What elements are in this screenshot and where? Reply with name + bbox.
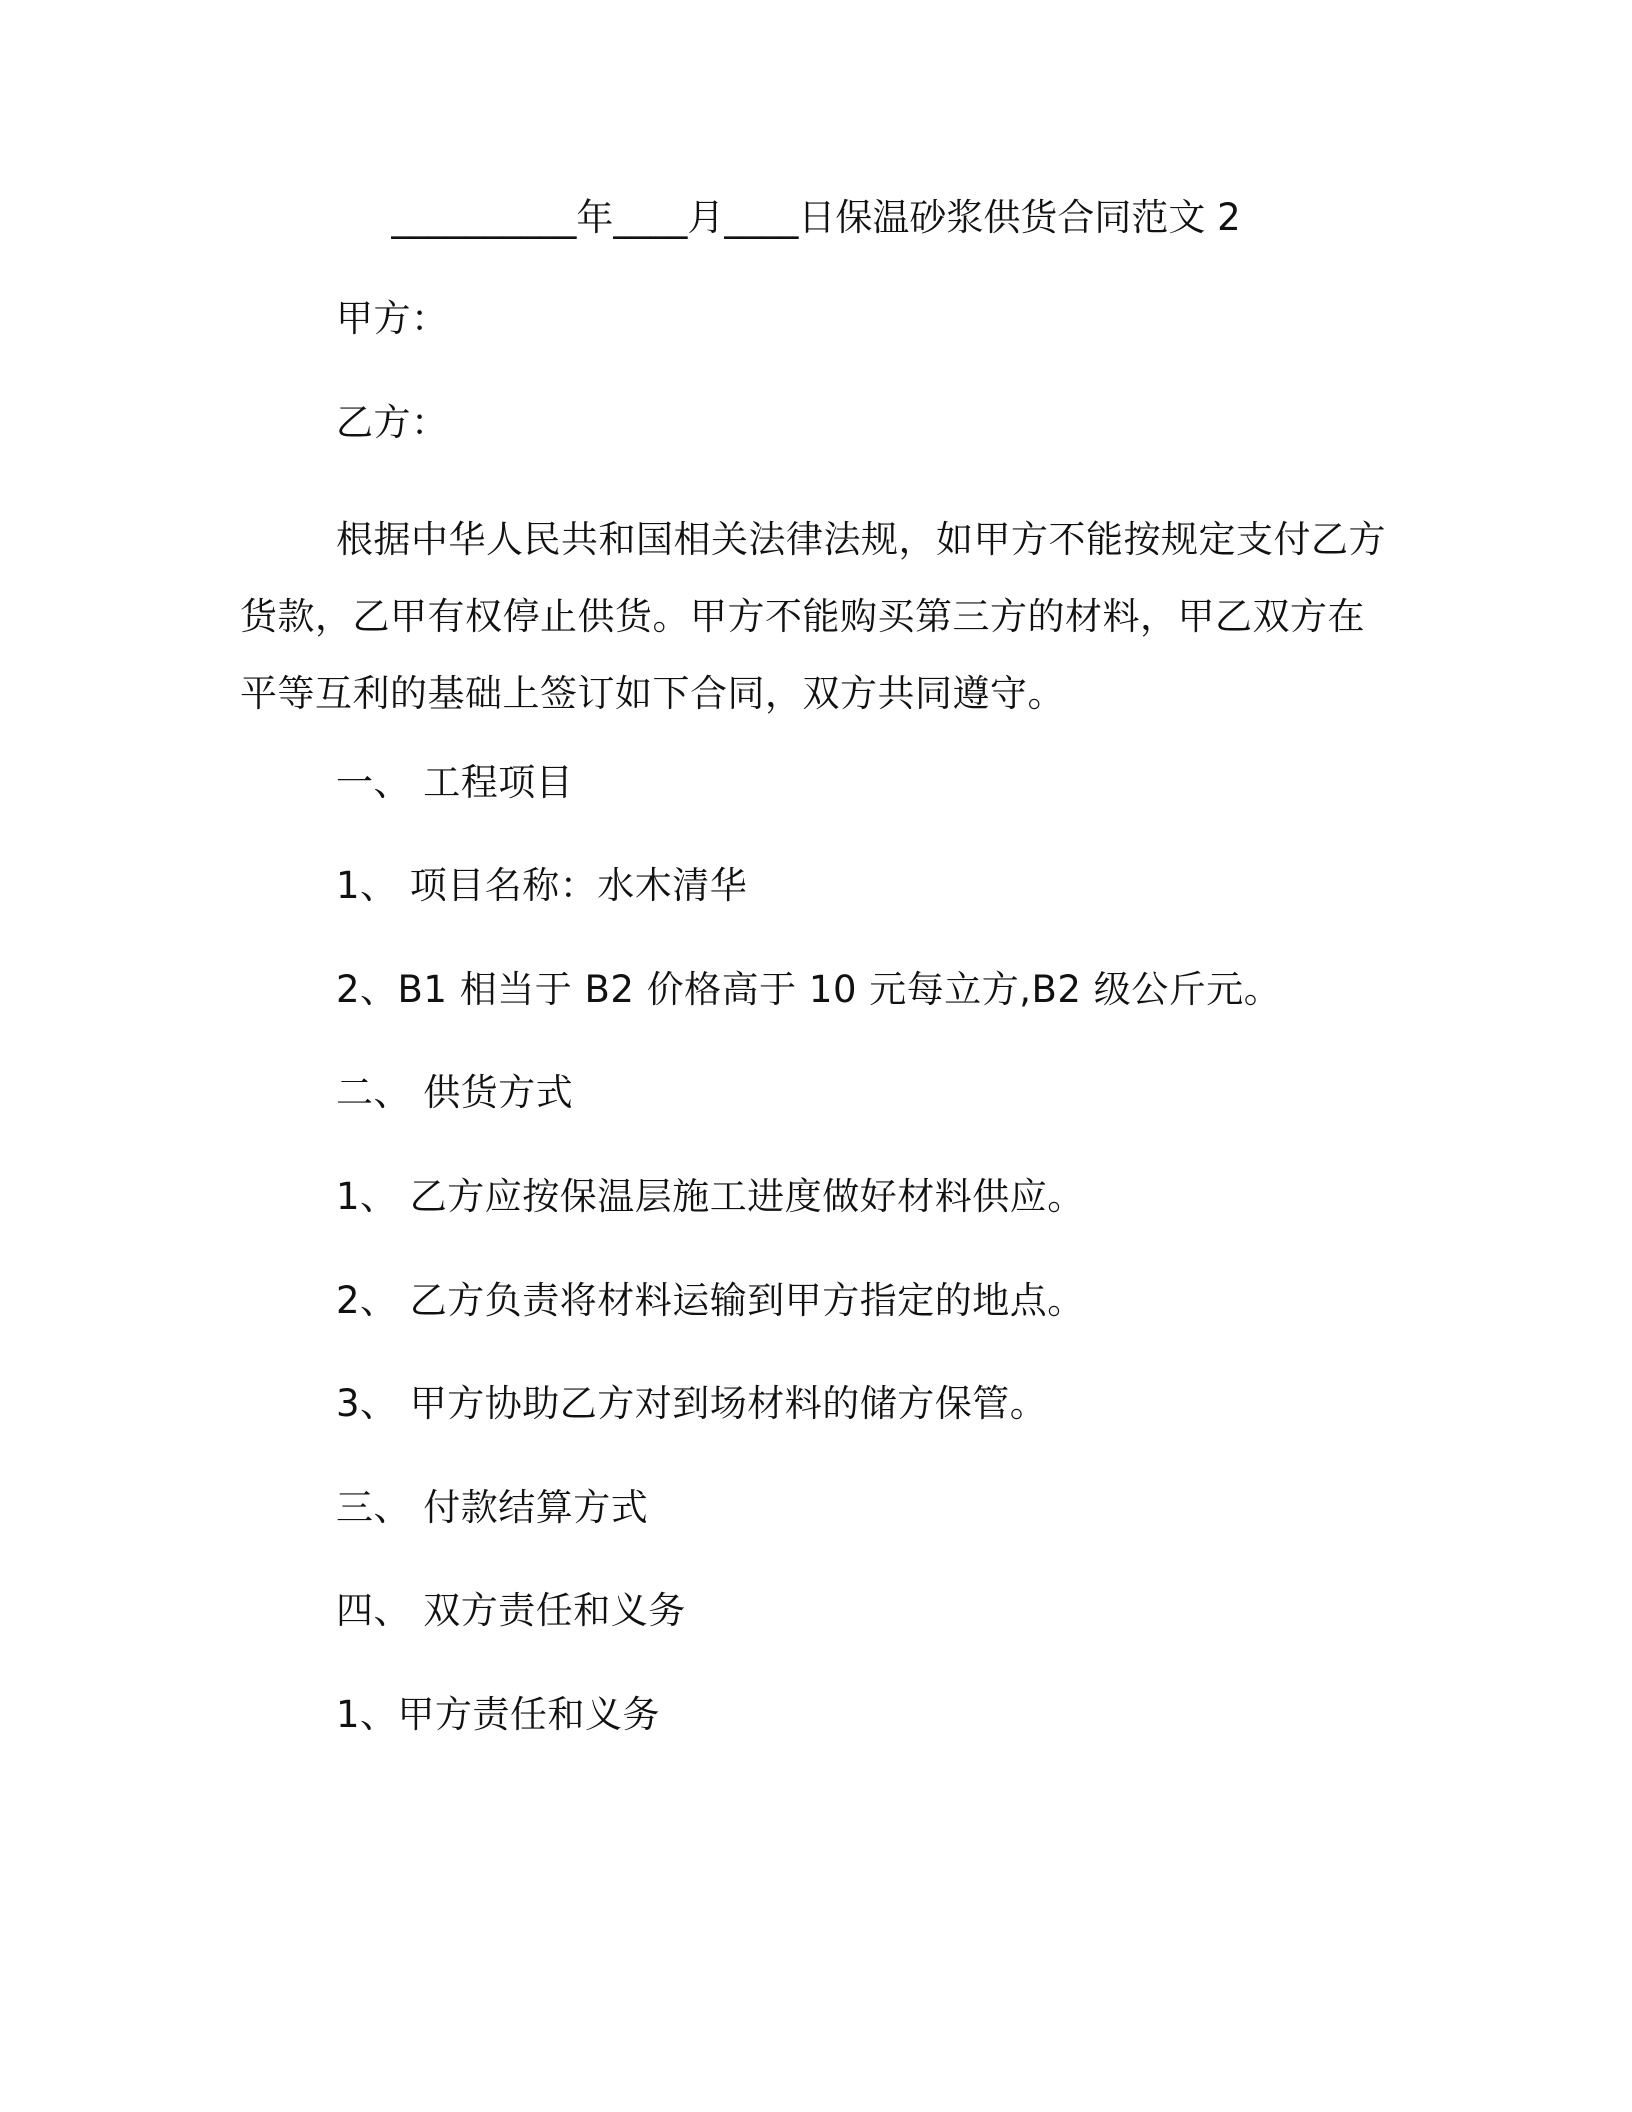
- list-item: 1、 项目名称：水木清华: [336, 864, 748, 907]
- list-item: 2、 乙方负责将材料运输到甲方指定的地点。: [336, 1279, 1085, 1322]
- section-heading-1: 一、 工程项目: [336, 761, 574, 804]
- section-heading-3: 三、 付款结算方式: [336, 1486, 649, 1529]
- section-heading-2: 二、 供货方式: [336, 1071, 574, 1114]
- party-a-label: 甲方：: [336, 297, 449, 340]
- list-item: 1、 乙方应按保温层施工进度做好材料供应。: [336, 1175, 1085, 1218]
- list-item: 1、甲方责任和义务: [336, 1693, 661, 1736]
- document-title: __________年____月____日保温砂浆供货合同范文 2: [391, 196, 1241, 239]
- list-item: 3、 甲方协助乙方对到场材料的储方保管。: [336, 1382, 1048, 1425]
- party-b-label: 乙方：: [336, 401, 449, 444]
- list-item: 2、B1 相当于 B2 价格高于 10 元每立方,B2 级公斤元。: [336, 968, 1282, 1011]
- intro-paragraph: 根据中华人民共和国相关法律法规，如甲方不能按规定支付乙方货款，乙甲有权停止供货。甲方不能购买第三方的材料，甲乙双方在平等互利的基础上签订如下合同，双方共同遵守。: [240, 518, 1386, 715]
- section-heading-4: 四、 双方责任和义务: [336, 1589, 686, 1632]
